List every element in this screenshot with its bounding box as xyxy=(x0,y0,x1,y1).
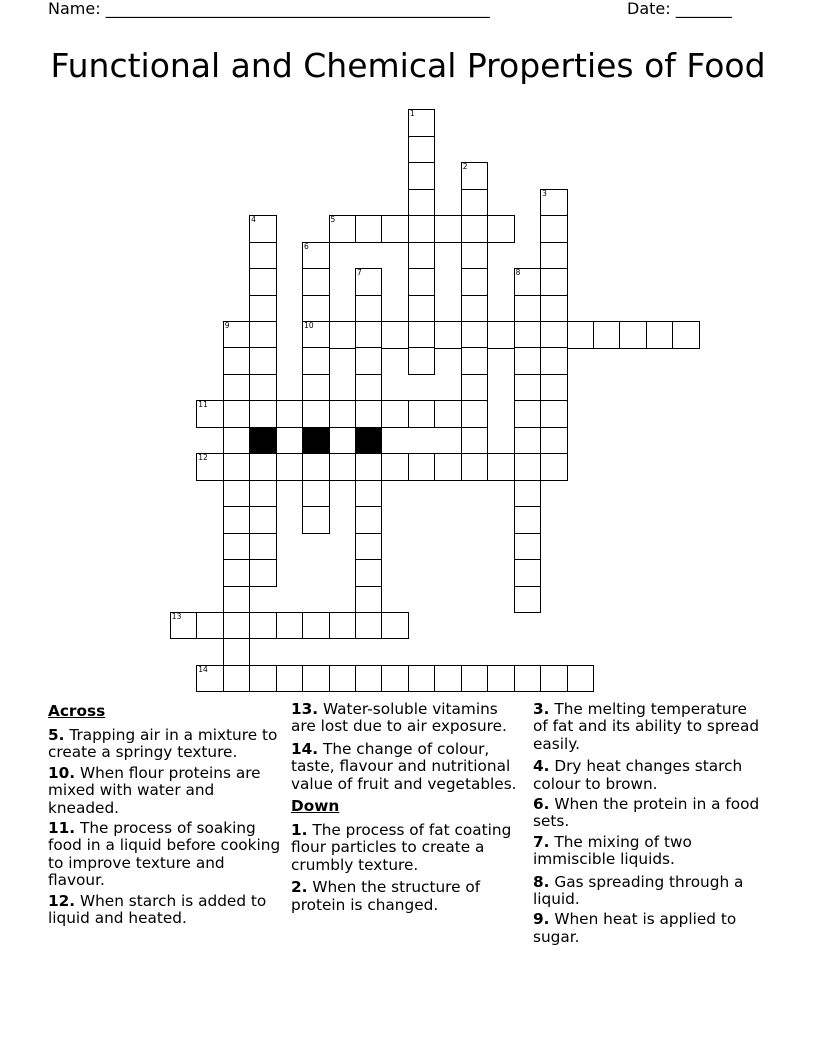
answer-cell[interactable] xyxy=(223,665,251,693)
down-heading: Down xyxy=(291,797,340,816)
answer-cell[interactable] xyxy=(461,347,489,375)
answer-cell[interactable] xyxy=(355,480,383,508)
answer-cell[interactable] xyxy=(196,453,224,481)
answer-cell[interactable] xyxy=(408,189,436,217)
answer-cell[interactable] xyxy=(514,374,542,402)
answer-cell[interactable] xyxy=(461,242,489,270)
clue-number: 1. xyxy=(291,821,308,840)
answer-cell[interactable] xyxy=(434,453,462,481)
cell-number: 11 xyxy=(198,400,208,410)
answer-cell[interactable] xyxy=(276,612,304,640)
answer-cell[interactable] xyxy=(514,559,542,587)
page-title: Functional and Chemical Properties of Food xyxy=(50,46,766,85)
clue-down-8 xyxy=(533,874,765,909)
cell-number: 5 xyxy=(330,215,336,225)
answer-cell[interactable] xyxy=(381,321,409,349)
answer-cell[interactable] xyxy=(223,638,251,666)
answer-cell[interactable] xyxy=(355,559,383,587)
clue-number: 5. xyxy=(48,726,65,744)
cell-number: 13 xyxy=(171,611,182,621)
answer-cell[interactable] xyxy=(355,400,383,428)
answer-cell[interactable] xyxy=(223,612,251,640)
answer-cell[interactable] xyxy=(249,533,277,561)
answer-cell[interactable] xyxy=(249,242,277,270)
clue-number: 11. xyxy=(48,819,76,838)
cell-number: 9 xyxy=(224,321,230,330)
name-blank: ________________________________________________ xyxy=(105,0,490,18)
cell-number: 12 xyxy=(198,453,208,463)
answer-cell[interactable] xyxy=(514,533,542,561)
answer-cell[interactable] xyxy=(487,665,515,693)
answer-cell[interactable] xyxy=(593,321,621,349)
clue-across-13 xyxy=(291,701,527,736)
cell-number: 3 xyxy=(542,188,547,198)
cell-number: 2 xyxy=(462,162,468,172)
answer-cell[interactable] xyxy=(329,453,357,481)
answer-cell[interactable] xyxy=(487,321,515,349)
answer-cell[interactable] xyxy=(355,506,383,534)
answer-cell[interactable] xyxy=(223,559,251,587)
answer-cell[interactable] xyxy=(249,295,277,323)
clues-column-2 xyxy=(291,701,527,917)
answer-cell[interactable] xyxy=(540,242,568,270)
answer-cell[interactable] xyxy=(249,321,277,349)
answer-cell[interactable] xyxy=(408,242,436,270)
answer-cell[interactable] xyxy=(355,295,383,323)
answer-cell[interactable] xyxy=(223,400,251,428)
answer-cell[interactable] xyxy=(672,321,700,349)
clue-number: 6. xyxy=(533,795,550,814)
answer-cell[interactable] xyxy=(514,295,542,323)
clue-number: 10. xyxy=(48,763,76,782)
answer-cell[interactable] xyxy=(567,665,595,693)
answer-cell[interactable] xyxy=(196,400,224,428)
answer-cell[interactable] xyxy=(276,665,304,693)
answer-cell[interactable] xyxy=(408,453,436,481)
cell-number: 6 xyxy=(304,241,309,251)
answer-cell[interactable] xyxy=(302,480,330,508)
answer-cell[interactable] xyxy=(514,400,542,428)
cell-number: 7 xyxy=(356,268,362,278)
clue-text: Dry heat changes starch colour to brown. xyxy=(533,757,743,793)
clue-down-4 xyxy=(533,758,765,793)
answer-cell[interactable] xyxy=(381,400,409,428)
answer-cell[interactable] xyxy=(540,295,568,323)
answer-cell[interactable] xyxy=(329,400,357,428)
clue-number: 3. xyxy=(533,700,550,718)
clue-across-11 xyxy=(48,820,283,890)
answer-cell[interactable] xyxy=(302,268,330,296)
answer-cell[interactable] xyxy=(461,215,489,243)
answer-cell[interactable] xyxy=(567,321,595,349)
answer-cell[interactable] xyxy=(249,612,277,640)
clue-text: When heat is applied to sugar. xyxy=(533,910,737,946)
answer-cell[interactable] xyxy=(487,215,515,243)
answer-cell[interactable] xyxy=(408,162,436,190)
clue-across-10 xyxy=(48,765,283,817)
answer-cell[interactable] xyxy=(461,400,489,428)
answer-cell[interactable] xyxy=(355,533,383,561)
answer-cell[interactable] xyxy=(514,506,542,534)
answer-cell[interactable] xyxy=(223,453,251,481)
answer-cell[interactable] xyxy=(461,295,489,323)
clue-text: When starch is added to liquid and heated. xyxy=(48,891,267,928)
answer-cell[interactable] xyxy=(223,374,251,402)
answer-cell[interactable] xyxy=(514,453,542,481)
answer-cell[interactable] xyxy=(302,295,330,323)
clue-number: 8. xyxy=(533,872,550,891)
date-label: Date: xyxy=(627,0,676,18)
answer-cell[interactable] xyxy=(302,374,330,402)
answer-cell[interactable] xyxy=(329,612,357,640)
answer-cell[interactable] xyxy=(487,453,515,481)
answer-cell[interactable] xyxy=(355,612,383,640)
answer-cell[interactable] xyxy=(302,321,330,349)
cell-number: 1 xyxy=(409,109,415,119)
clue-down-6 xyxy=(533,796,765,831)
clue-text: When the protein in a food sets. xyxy=(533,795,760,831)
answer-cell[interactable] xyxy=(223,427,251,455)
answer-cell[interactable] xyxy=(329,215,357,243)
answer-cell[interactable] xyxy=(249,453,277,481)
clue-number: 12. xyxy=(48,891,76,910)
answer-cell[interactable] xyxy=(408,215,436,243)
answer-cell[interactable] xyxy=(249,559,277,587)
blocked-cell xyxy=(302,427,330,455)
answer-cell[interactable] xyxy=(329,665,357,693)
clue-across-12 xyxy=(48,893,283,928)
answer-cell[interactable] xyxy=(381,612,409,640)
answer-cell[interactable] xyxy=(408,665,436,693)
answer-cell[interactable] xyxy=(381,215,409,243)
clue-number: 4. xyxy=(533,757,550,776)
answer-cell[interactable] xyxy=(355,453,383,481)
answer-cell[interactable] xyxy=(249,506,277,534)
blocked-cell xyxy=(249,427,277,455)
answer-cell[interactable] xyxy=(514,665,542,693)
name-label: Name: xyxy=(48,0,106,18)
answer-cell[interactable] xyxy=(249,374,277,402)
answer-cell[interactable] xyxy=(461,665,489,693)
answer-cell[interactable] xyxy=(223,347,251,375)
answer-cell[interactable] xyxy=(381,453,409,481)
clue-text: The process of soaking food in a liquid before cooking to improve texture and flavour. xyxy=(48,819,281,890)
answer-cell[interactable] xyxy=(408,400,436,428)
answer-cell[interactable] xyxy=(355,586,383,614)
clue-down-7 xyxy=(533,834,765,869)
answer-cell[interactable] xyxy=(514,586,542,614)
answer-cell[interactable] xyxy=(461,321,489,349)
across-heading: Across xyxy=(48,702,106,720)
answer-cell[interactable] xyxy=(223,480,251,508)
answer-cell[interactable] xyxy=(170,612,198,640)
answer-cell[interactable] xyxy=(223,506,251,534)
answer-cell[interactable] xyxy=(276,400,304,428)
answer-cell[interactable] xyxy=(514,347,542,375)
clue-text: The change of colour, taste, flavour and nutritional value of fruit and vegetables. xyxy=(291,739,517,793)
answer-cell[interactable] xyxy=(540,215,568,243)
answer-cell[interactable] xyxy=(355,347,383,375)
answer-cell[interactable] xyxy=(540,427,568,455)
answer-cell[interactable] xyxy=(249,268,277,296)
answer-cell[interactable] xyxy=(540,374,568,402)
answer-cell[interactable] xyxy=(461,427,489,455)
answer-cell[interactable] xyxy=(408,268,436,296)
clue-number: 2. xyxy=(291,878,308,897)
answer-cell[interactable] xyxy=(408,347,436,375)
answer-cell[interactable] xyxy=(302,347,330,375)
answer-cell[interactable] xyxy=(223,586,251,614)
answer-cell[interactable] xyxy=(249,400,277,428)
answer-cell[interactable] xyxy=(196,612,224,640)
answer-cell[interactable] xyxy=(514,321,542,349)
answer-cell[interactable] xyxy=(355,321,383,349)
answer-cell[interactable] xyxy=(223,533,251,561)
clue-text: The process of fat coating flour particles to create a crumbly texture. xyxy=(291,821,512,874)
answer-cell[interactable] xyxy=(276,453,304,481)
answer-cell[interactable] xyxy=(302,400,330,428)
clue-text: Water-soluble vitamins are lost due to air exposure. xyxy=(291,700,507,736)
answer-cell[interactable] xyxy=(355,374,383,402)
answer-cell[interactable] xyxy=(196,665,224,693)
answer-cell[interactable] xyxy=(540,268,568,296)
clue-text: When flour proteins are mixed with water and kneaded. xyxy=(48,763,261,817)
answer-cell[interactable] xyxy=(540,665,568,693)
answer-cell[interactable] xyxy=(381,665,409,693)
clue-across-5 xyxy=(48,727,283,762)
answer-cell[interactable] xyxy=(434,321,462,349)
cell-number: 4 xyxy=(251,215,256,225)
answer-cell[interactable] xyxy=(355,268,383,296)
clue-text: The melting temperature of fat and its ability to spread easily. xyxy=(533,700,760,753)
answer-cell[interactable] xyxy=(408,109,436,137)
answer-cell[interactable] xyxy=(540,189,568,217)
answer-cell[interactable] xyxy=(249,215,277,243)
answer-cell[interactable] xyxy=(540,347,568,375)
answer-cell[interactable] xyxy=(434,400,462,428)
answer-cell[interactable] xyxy=(302,665,330,693)
answer-cell[interactable] xyxy=(302,612,330,640)
clue-across-14 xyxy=(291,741,527,793)
answer-cell[interactable] xyxy=(249,480,277,508)
clue-number: 13. xyxy=(291,700,319,718)
answer-cell[interactable] xyxy=(461,189,489,217)
clue-down-1 xyxy=(291,822,527,874)
answer-cell[interactable] xyxy=(302,506,330,534)
clue-number: 14. xyxy=(291,739,319,758)
blocked-cell xyxy=(355,427,383,455)
answer-cell[interactable] xyxy=(461,162,489,190)
cell-number: 10 xyxy=(304,321,314,330)
clue-down-9 xyxy=(533,911,765,946)
answer-cell[interactable] xyxy=(461,268,489,296)
answer-cell[interactable] xyxy=(646,321,674,349)
answer-cell[interactable] xyxy=(514,268,542,296)
date-blank: _______ xyxy=(675,0,732,18)
answer-cell[interactable] xyxy=(461,453,489,481)
clue-text: When the structure of protein is changed. xyxy=(291,878,481,914)
answer-cell[interactable] xyxy=(540,453,568,481)
answer-cell[interactable] xyxy=(540,400,568,428)
answer-cell[interactable] xyxy=(434,215,462,243)
clue-down-2 xyxy=(291,879,527,914)
answer-cell[interactable] xyxy=(540,321,568,349)
answer-cell[interactable] xyxy=(434,665,462,693)
clue-text: The mixing of two immiscible liquids. xyxy=(533,832,692,869)
answer-cell[interactable] xyxy=(619,321,647,349)
answer-cell[interactable] xyxy=(329,321,357,349)
answer-cell[interactable] xyxy=(514,427,542,455)
cell-number: 14 xyxy=(198,664,208,674)
answer-cell[interactable] xyxy=(408,136,436,164)
clue-number: 9. xyxy=(533,910,550,929)
answer-cell[interactable] xyxy=(461,374,489,402)
clue-down-3 xyxy=(533,701,765,753)
answer-cell[interactable] xyxy=(249,665,277,693)
clue-text: Gas spreading through a liquid. xyxy=(533,872,744,909)
answer-cell[interactable] xyxy=(355,665,383,693)
clue-text: Trapping air in a mixture to create a springy texture. xyxy=(48,726,278,762)
clue-number: 7. xyxy=(533,832,550,851)
cell-number: 8 xyxy=(515,268,521,278)
answer-cell[interactable] xyxy=(302,242,330,270)
answer-cell[interactable] xyxy=(355,215,383,243)
answer-cell[interactable] xyxy=(302,453,330,481)
answer-cell[interactable] xyxy=(514,480,542,508)
clues-column-1 xyxy=(48,701,283,930)
clues-column-3 xyxy=(533,701,765,949)
answer-cell[interactable] xyxy=(249,347,277,375)
answer-cell[interactable] xyxy=(408,321,436,349)
answer-cell[interactable] xyxy=(408,295,436,323)
answer-cell[interactable] xyxy=(223,321,251,349)
